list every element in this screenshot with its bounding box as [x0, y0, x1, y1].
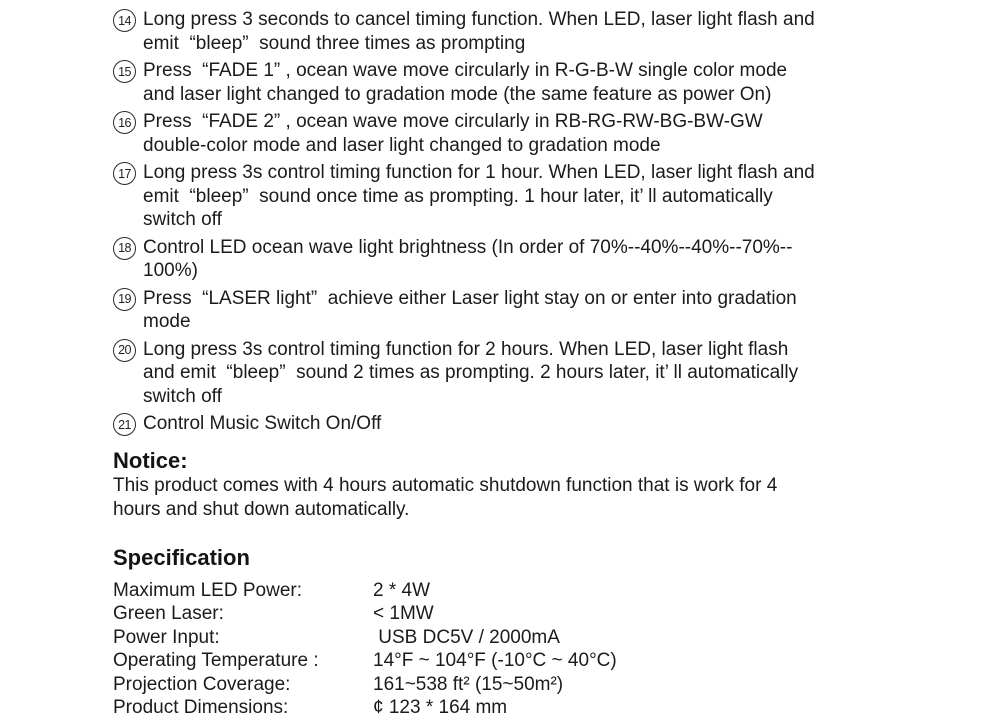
item-line: and laser light changed to gradation mode (the same feature as power On) — [143, 83, 772, 105]
item-line: switch off — [143, 385, 222, 407]
notice-paragraph — [113, 474, 940, 521]
instruction-item-14 — [113, 8, 940, 55]
item-line: Long press 3s control timing function for 1 hour. When LED, laser light flash and — [143, 162, 815, 183]
item-number-badge: 19 — [113, 288, 136, 311]
item-text — [143, 338, 798, 409]
instruction-item-19 — [113, 287, 940, 334]
item-text — [143, 287, 797, 334]
item-number-badge: 15 — [113, 60, 136, 83]
spec-value: 2 * 4W — [373, 580, 431, 601]
spec-row — [113, 673, 940, 696]
instruction-item-21 — [113, 412, 940, 436]
instruction-item-20 — [113, 338, 940, 409]
spec-row — [113, 649, 940, 672]
spec-label: Maximum LED Power: — [113, 580, 302, 601]
item-line: Control LED ocean wave light brightness (In order of 70%--40%--40%--70%-- — [143, 236, 793, 258]
item-text — [143, 236, 792, 283]
spec-value: ¢ 123 * 164 mm — [373, 697, 508, 719]
item-line: switch off — [143, 209, 222, 230]
item-line: Control Music Switch On/Off — [143, 413, 382, 434]
item-text — [143, 8, 815, 55]
item-number-badge: 21 — [113, 413, 136, 436]
item-line: Long press 3 seconds to cancel timing function. When LED, laser light flash and — [143, 9, 815, 30]
item-number-badge: 16 — [113, 111, 136, 134]
instruction-item-15 — [113, 59, 940, 106]
item-number-badge: 20 — [113, 339, 136, 362]
spec-value: 14°F ~ 104°F (-10°C ~ 40°C) — [373, 650, 617, 672]
notice-line: hours and shut down automatically. — [113, 498, 410, 520]
spec-label: Green Laser: — [113, 603, 224, 625]
item-line: mode — [143, 311, 191, 332]
item-number-badge: 14 — [113, 9, 136, 32]
spec-row — [113, 579, 940, 602]
spec-label: Product Dimensions: — [113, 697, 289, 719]
notice-line: This product comes with 4 hours automatic shutdown function that is work for 4 — [113, 475, 778, 496]
spec-value: < 1MW — [373, 603, 434, 625]
spec-row — [113, 626, 940, 649]
item-text — [143, 59, 787, 106]
instruction-list — [113, 8, 940, 436]
spec-label: Power Input: — [113, 626, 220, 648]
instruction-item-18 — [113, 236, 940, 283]
spec-value: USB DC5V / 2000mA — [373, 626, 560, 648]
spec-label: Projection Coverage: — [113, 673, 291, 695]
item-line: emit “bleep” sound three times as prompting — [143, 32, 526, 54]
item-text — [143, 110, 763, 157]
item-text — [143, 412, 381, 436]
spec-value: 161~538 ft² (15~50m²) — [373, 673, 564, 695]
instruction-item-16 — [113, 110, 940, 157]
item-number-badge: 18 — [113, 237, 136, 260]
item-line: 100%) — [143, 260, 198, 281]
specification-heading: Specification — [113, 545, 250, 570]
item-line: double-color mode and laser light changed to gradation mode — [143, 134, 661, 156]
instruction-item-17 — [113, 161, 940, 232]
item-line: Press “LASER light” achieve either Laser light stay on or enter into gradation — [143, 287, 797, 309]
spec-row — [113, 696, 940, 719]
item-line: emit “bleep” sound once time as prompting. 1 hour later, it’ ll automatically — [143, 185, 773, 207]
item-line: Press “FADE 2” , ocean wave move circularly in RB-RG-RW-BG-BW-GW — [143, 111, 763, 132]
specification-table — [113, 579, 940, 719]
item-number-badge: 17 — [113, 162, 136, 185]
item-line: and emit “bleep” sound 2 times as prompting. 2 hours later, it’ ll automatically — [143, 362, 799, 383]
item-line: Long press 3s control timing function for 2 hours. When LED, laser light flash — [143, 338, 789, 360]
spec-row — [113, 602, 940, 625]
item-text — [143, 161, 815, 232]
notice-heading: Notice: — [113, 448, 188, 473]
item-line: Press “FADE 1” , ocean wave move circularly in R-G-B-W single color mode — [143, 60, 788, 81]
spec-label: Operating Temperature : — [113, 650, 319, 672]
